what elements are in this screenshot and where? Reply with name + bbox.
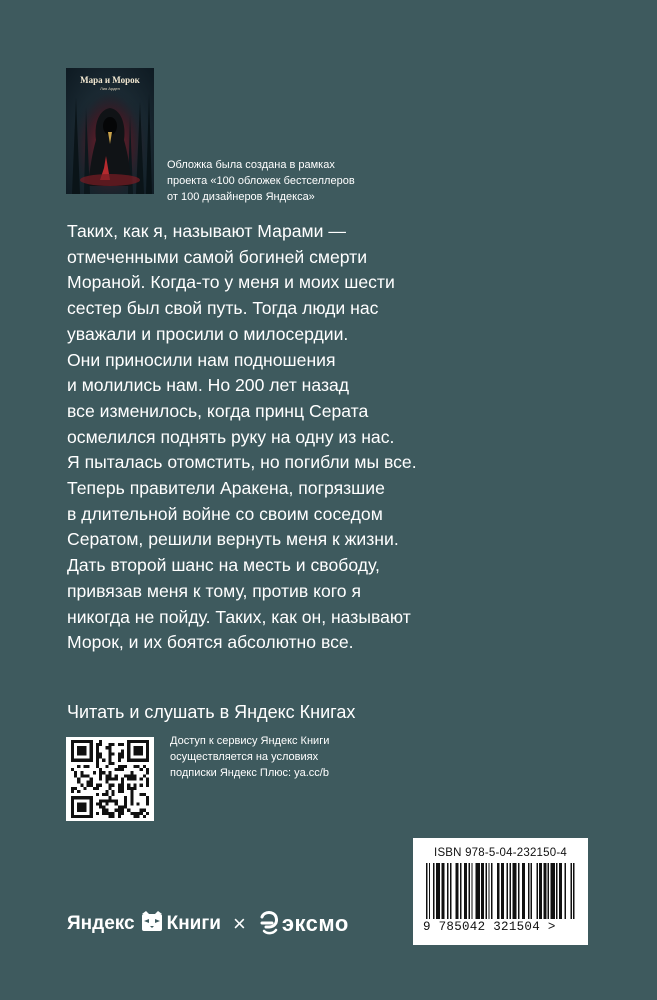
annotation-line: привязав меня к тому, против кого я: [67, 580, 361, 601]
annotation-line: в длительной войне со своим соседом: [67, 503, 383, 524]
annotation-line: Теперь правители Аракена, погрязшие: [67, 478, 385, 499]
cover-note-line: от 100 дизайнеров Яндекса»: [167, 191, 315, 203]
annotation-line: отмеченными самой богиней смерти: [67, 246, 368, 267]
cover-author: Лия Арден: [100, 86, 120, 91]
qr-code-pattern: [70, 740, 150, 818]
cover-thumbnail: [66, 68, 154, 194]
qr-code[interactable]: [66, 737, 154, 821]
cover-note-line: проекта «100 обложек бестселлеров: [167, 175, 355, 187]
annotation-line: Я пыталась отомстить, но погибли мы все.: [67, 452, 417, 473]
annotation-line: и молились нам. Но 200 лет назад: [67, 375, 350, 396]
service-note-line: подписки Яндекс Плюс: ya.cc/b: [170, 767, 329, 779]
cover-title: Мара и Морок: [80, 75, 140, 85]
book-annotation: [67, 219, 427, 656]
isbn-barcode: [413, 838, 588, 945]
eksmo-logo-text: эксмо: [281, 911, 349, 936]
read-listen-heading: Читать и слушать в Яндекс Книгах: [67, 702, 356, 722]
isbn-number: ISBN 978-5-04-232150-4: [434, 847, 567, 859]
eksmo-swirl-icon: [258, 909, 280, 940]
annotation-line: все изменилось, когда принц Серата: [67, 400, 369, 421]
annotation-line: никогда не пойду. Таких, как он, называют: [67, 606, 411, 627]
cover-note-line: Обложка была создана в рамках: [167, 159, 335, 171]
annotation-line: сестер был свой путь. Тогда люди нас: [67, 298, 379, 319]
service-note: [170, 733, 390, 781]
publisher-logos: [67, 908, 349, 940]
barcode-digits: 9 785042 321504 >: [423, 920, 556, 934]
service-note-line: осуществляется на условиях: [170, 751, 319, 763]
cat-icon: [141, 911, 163, 938]
annotation-line: Мораной. Когда-то у меня и моих шести: [67, 272, 395, 293]
annotation-line: Таких, как я, называют Марами —: [67, 221, 346, 241]
times-sign: ×: [232, 911, 246, 936]
knigi-logo-text: Книги: [166, 913, 221, 934]
annotation-line: уважали и просили о милосердии.: [67, 323, 349, 344]
annotation-line: Они приносили нам подношения: [67, 349, 336, 370]
annotation-line: Морок, и их боятся абсолютно все.: [67, 632, 354, 653]
cover-note: [167, 157, 407, 205]
barcode-bars: [426, 863, 576, 919]
annotation-line: Сератом, решили вернуть меня к жизни.: [67, 529, 399, 550]
annotation-line: Дать второй шанс на месть и свободу,: [67, 555, 380, 576]
yandex-logo-text: Яндекс: [67, 913, 135, 934]
service-note-line: Доступ к сервису Яндекс Книги: [170, 735, 330, 747]
annotation-line: осмелился поднять руку на одну из нас.: [67, 426, 395, 447]
